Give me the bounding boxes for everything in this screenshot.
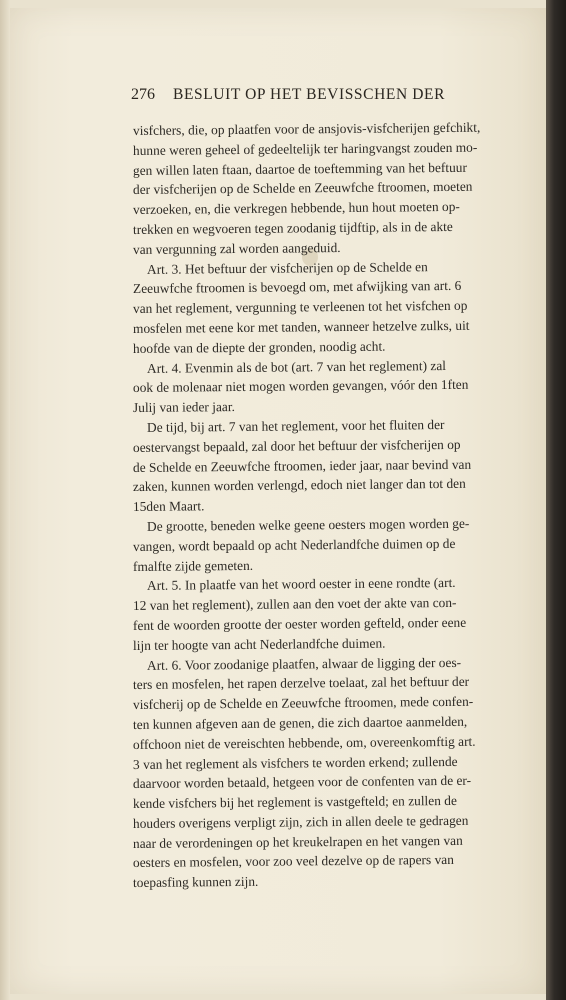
text-line: fent de woorden grootte der oester worden gefteld, onder eene — [132, 614, 467, 633]
body-text — [133, 121, 531, 893]
text-line: oestervangst bepaald, zal door het beftuur der visfcherijen op — [132, 436, 461, 455]
text-line: Zeeuwfche ftroomen is bevoegd om, met afwijking van art. 6 — [132, 278, 462, 297]
text-line: De grootte, beneden welke geene oesters mogen worden ge- — [146, 515, 470, 534]
text-line: der visfcherijen op de Schelde en Zeeuwfche ftroomen, moeten — [132, 179, 473, 198]
text-line: lijn ter hoogte van acht Nederlandfche duimen. — [132, 635, 386, 653]
text-line: van het reglement, vergunning te verleenen tot het visfchen op — [132, 297, 468, 317]
text-line: visfchers, die, op plaatfen voor de ansjovis-visfcherijen gefchikt, — [132, 119, 481, 138]
text-line: kende visfchers bij het reglement is vastgefteld; en zullen de — [132, 792, 457, 812]
text-line: mosfelen met eene kor met tanden, wanneer hetzelve zulks, uit — [132, 317, 470, 336]
text-line: naar de verordeningen op het kreukelrapen en het vangen van — [132, 832, 463, 851]
text-line: van vergunning zal worden aangeduid. — [132, 239, 341, 257]
text-line: houders overigens verpligt zijn, zich in allen deele te gedragen — [132, 812, 469, 831]
text-line: Art. 4. Evenmin als de bot (art. 7 van het reglement) zal — [146, 357, 447, 376]
text-line: daarvoor worden betaald, hetgeen voor de confenten van de er- — [132, 773, 472, 792]
text-line: vangen, wordt bepaald op acht Nederlandfche duimen op de — [132, 535, 456, 554]
text-line: Julij van ieder jaar. — [132, 399, 235, 416]
text-line: Art. 3. Het beftuur der visfcherijen op de Schelde en — [146, 258, 428, 277]
text-line: gen willen laten ftaan, daartoe de toeftemming van het beftuur — [132, 159, 467, 178]
text-line: ters en mosfelen, het rapen derzelve toelaat, zal het beftuur der — [132, 674, 470, 693]
page-left-margin — [0, 0, 10, 1000]
text-line: ook de molenaar niet mogen worden gevangen, vóór den 1ften — [132, 377, 469, 396]
text-line: ten kunnen afgeven aan de genen, die zich daartoe aanmelden, — [132, 713, 468, 732]
text-line: De tijd, bij art. 7 van het reglement, voor het fluiten der — [146, 416, 445, 435]
text-line: 12 van het reglement), zullen aan den voet der akte van con- — [132, 595, 457, 614]
text-line: 15den Maart. — [132, 498, 205, 515]
text-line: hunne weren geheel of gedeeltelijk ter haringvangst zouden mo- — [132, 139, 478, 158]
page-number: 276 — [131, 86, 155, 103]
book-binding-edge — [546, 0, 566, 1000]
text-line: Art. 6. Voor zoodanige plaatfen, alwaar de ligging der oes- — [146, 654, 462, 673]
text-line: hoofde van de diepte der gronden, noodig acht. — [132, 338, 386, 356]
text-line: de Schelde en Zeeuwfche ftroomen, ieder jaar, naar bevind van — [132, 456, 472, 475]
text-line: verzoeken, en, die verkregen hebbende, hun hout moeten op- — [132, 199, 460, 218]
text-line: offchoon niet de vereischten hebbende, om, overeenkomftig art. — [132, 733, 476, 752]
text-line: 3 van het reglement als visfchers te worden erkend; zullende — [132, 753, 458, 772]
text-line: trekken en wegvoeren tegen zoodanig tijdftip, als in de akte — [132, 218, 453, 237]
text-line: zaken, kunnen worden verlengd, edoch niet langer dan tot den — [132, 476, 466, 495]
text-line: visfcherij op de Schelde en Zeeuwfche ftroomen, mede confen- — [132, 693, 474, 713]
text-line: toepasfing kunnen zijn. — [132, 874, 259, 891]
page-header — [131, 86, 531, 104]
text-line: fmalfte zijde gemeten. — [132, 557, 254, 574]
text-line: oesters en mosfelen, voor zoo veel dezelve op de rapers van — [132, 852, 454, 871]
running-title: BESLUIT OP HET BEVISSCHEN DER — [173, 86, 446, 103]
text-line: Art. 5. In plaatfe van het woord oester in eene rondte (art. — [146, 575, 456, 594]
